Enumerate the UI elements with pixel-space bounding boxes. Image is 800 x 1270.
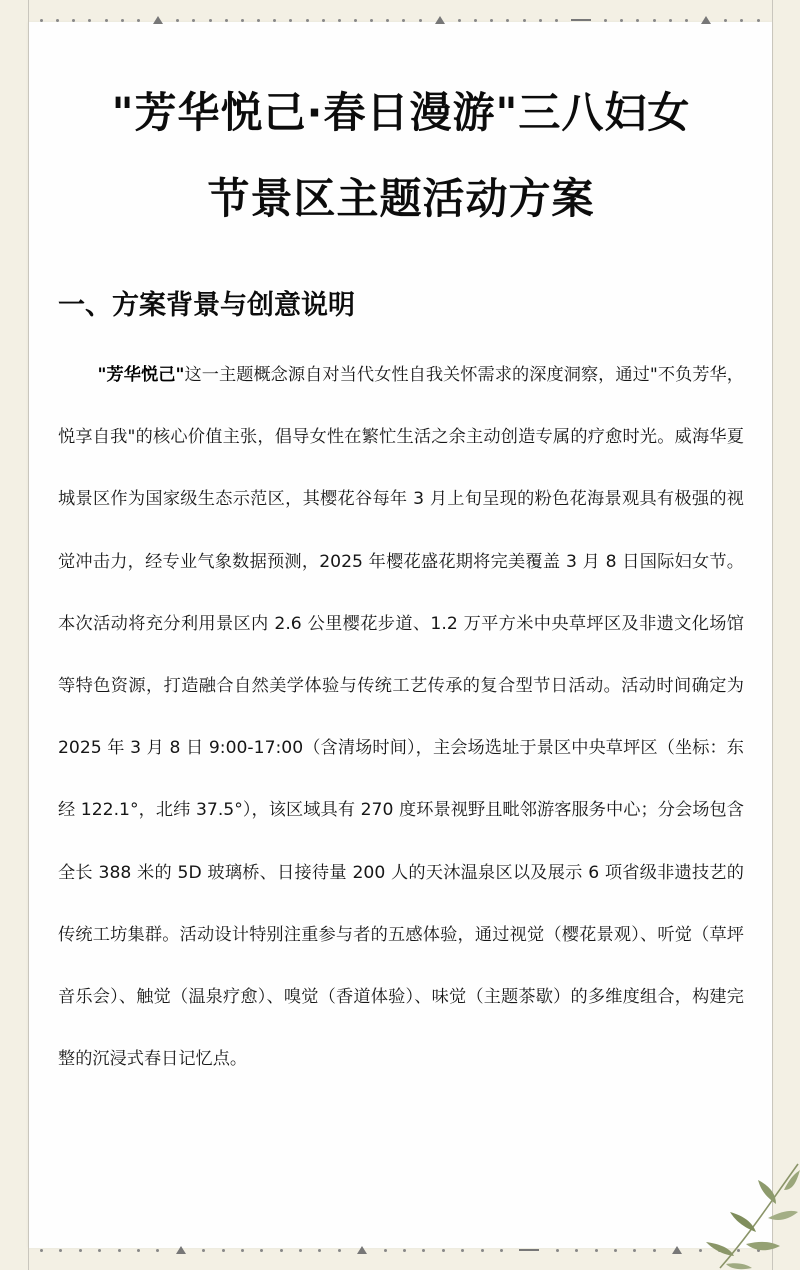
body-paragraph — [58, 344, 744, 1090]
section-heading: 一、方案背景与创意说明 — [58, 290, 355, 321]
paragraph-text: 这一主题概念源自对当代女性自我关怀需求的深度洞察，通过"不负芳华，悦享自我"的核心价值主张，倡导女性在繁忙生活之余主动创造专属的疗愈时光。威海华夏城景区作为国家级生态示范区，其樱花谷每年 3 月上旬呈现的粉色花海景观具有极强的视觉冲击力，经专业气象数据预测，2025 年樱花盛花期将完美覆盖 3 月 8 日国际妇女节。本次活动将充分利用景区内 2.6 公里樱花步道、1.2 万平方米中央草坪区及非遗文化场馆等特色资源，打造融合自然美学体验与传统工艺传承的复合型节日活动。活动时间确定为 2025 年 3 月 8 日 9:00-17:00（含清场时间），主会场选址于景区中央草坪区（坐标：东经 122.1°，北纬 37.5°），该区域具有 270 度环景视野且毗邻游客服务中心；分会场包含全长 388 米的 5D 玻璃桥、日接待量 200 人的天沐温泉区以及展示 6 项省级非遗技艺的传统工坊集群。活动设计特别注重参与者的五感体验，通过视觉（樱花景观）、听觉（草坪音乐会）、触觉（温泉疗愈）、嗅觉（香道体验）、味觉（主题茶歇）的多维度组合，构建完整的沉浸式春日记忆点。 — [58, 365, 744, 1070]
title-line-2: 节景区主题活动方案 — [207, 174, 595, 223]
title-line-1: "芳华悦己·春日漫游"三八妇女 — [111, 88, 691, 137]
theme-name-bold: "芳华悦己" — [97, 365, 185, 385]
left-border-line — [28, 0, 29, 1270]
bottom-decorative-border — [40, 1244, 760, 1256]
right-border-line — [772, 0, 773, 1270]
document-content — [58, 70, 744, 1090]
top-decorative-border — [40, 14, 760, 26]
page-title — [58, 70, 744, 242]
leaf-sprig-icon — [680, 1160, 800, 1270]
